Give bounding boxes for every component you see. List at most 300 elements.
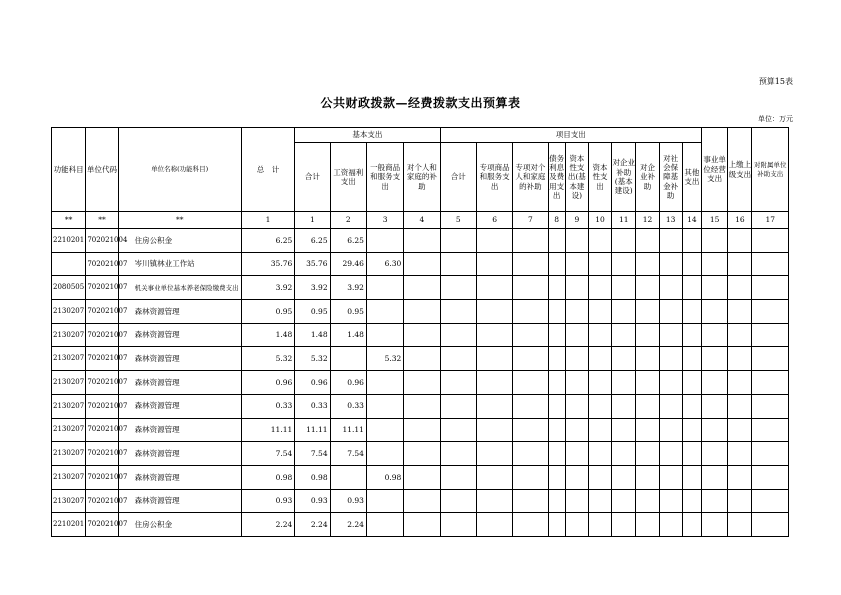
salary-cell: 1.48 (330, 323, 366, 347)
empty-cell (728, 252, 752, 276)
empty-cell (636, 465, 659, 489)
goods-services-cell (366, 371, 403, 395)
empty-cell (476, 252, 512, 276)
basic-subtotal-cell: 0.33 (295, 394, 330, 418)
column-number: 8 (548, 212, 565, 229)
empty-cell (636, 323, 659, 347)
empty-cell (612, 347, 636, 371)
empty-cell (565, 489, 588, 513)
column-number: 15 (702, 212, 728, 229)
basic-subtotal-cell: 7.54 (295, 442, 330, 466)
total-cell: 0.96 (241, 371, 295, 395)
goods-services-cell (366, 394, 403, 418)
empty-cell (702, 300, 728, 324)
column-number: 7 (513, 212, 548, 229)
empty-cell (682, 418, 701, 442)
empty-cell (588, 489, 611, 513)
unit-code-cell: 702021007 (86, 513, 118, 537)
empty-cell (476, 394, 512, 418)
table-row (52, 252, 789, 276)
salary-cell (330, 465, 366, 489)
empty-cell (728, 513, 752, 537)
empty-cell (636, 371, 659, 395)
empty-cell (682, 347, 701, 371)
empty-cell (612, 252, 636, 276)
empty-cell (588, 229, 611, 253)
total-cell: 35.76 (241, 252, 295, 276)
empty-cell (548, 489, 565, 513)
empty-cell (728, 489, 752, 513)
budget-table (51, 127, 789, 537)
unit-name-cell: 森林资源管理 (118, 489, 241, 513)
empty-cell (440, 489, 476, 513)
page-title: 公共财政拨款—经费拨款支出预算表 (320, 96, 521, 110)
goods-services-cell (366, 513, 403, 537)
salary-cell (330, 347, 366, 371)
header-basic-subtotal: 合计 (295, 143, 330, 212)
empty-cell (612, 465, 636, 489)
empty-cell (752, 489, 789, 513)
empty-cell (728, 418, 752, 442)
total-cell: 0.98 (241, 465, 295, 489)
individual-subsidy-cell (404, 442, 440, 466)
empty-cell (612, 489, 636, 513)
unit-name-cell: 森林资源管理 (118, 371, 241, 395)
salary-cell: 0.95 (330, 300, 366, 324)
func-code-cell: 2130207 (52, 418, 86, 442)
column-number: ** (118, 212, 241, 229)
column-number: 1 (295, 212, 330, 229)
empty-cell (612, 323, 636, 347)
form-number: 预算15表 (758, 77, 793, 86)
empty-cell (702, 465, 728, 489)
empty-cell (565, 442, 588, 466)
empty-cell (752, 513, 789, 537)
empty-cell (752, 394, 789, 418)
table-row (52, 465, 789, 489)
empty-cell (659, 513, 682, 537)
empty-cell (440, 347, 476, 371)
empty-cell (440, 300, 476, 324)
empty-cell (659, 465, 682, 489)
func-code-cell: 2130207 (52, 323, 86, 347)
column-number: 12 (636, 212, 659, 229)
empty-cell (513, 252, 548, 276)
basic-subtotal-cell: 5.32 (295, 347, 330, 371)
empty-cell (476, 229, 512, 253)
empty-cell (548, 347, 565, 371)
unit-code-cell: 702021007 (86, 252, 118, 276)
empty-cell (728, 371, 752, 395)
table-row (52, 513, 789, 537)
empty-cell (565, 229, 588, 253)
empty-cell (588, 347, 611, 371)
salary-cell: 6.25 (330, 229, 366, 253)
unit-name-cell: 森林资源管理 (118, 300, 241, 324)
empty-cell (588, 276, 611, 300)
empty-cell (636, 276, 659, 300)
empty-cell (548, 465, 565, 489)
func-code-cell (52, 252, 86, 276)
basic-subtotal-cell: 6.25 (295, 229, 330, 253)
empty-cell (513, 276, 548, 300)
total-cell: 3.92 (241, 276, 295, 300)
empty-cell (476, 465, 512, 489)
empty-cell (728, 229, 752, 253)
func-code-cell: 2130207 (52, 489, 86, 513)
empty-cell (476, 323, 512, 347)
unit-name-cell: 住房公积金 (118, 229, 241, 253)
func-code-cell: 2130207 (52, 465, 86, 489)
empty-cell (588, 300, 611, 324)
goods-services-cell (366, 323, 403, 347)
empty-cell (682, 513, 701, 537)
empty-cell (682, 300, 701, 324)
column-number: 5 (440, 212, 476, 229)
func-code-cell: 2210201 (52, 513, 86, 537)
empty-cell (752, 252, 789, 276)
table-row (52, 418, 789, 442)
basic-subtotal-cell: 0.96 (295, 371, 330, 395)
basic-subtotal-cell: 3.92 (295, 276, 330, 300)
empty-cell (565, 323, 588, 347)
header-individual-subsidy: 对个人和家庭的补助 (404, 143, 440, 212)
total-cell: 2.24 (241, 513, 295, 537)
salary-cell: 0.93 (330, 489, 366, 513)
table-row (52, 276, 789, 300)
header-unit-code: 单位代码 (86, 128, 118, 212)
empty-cell (636, 513, 659, 537)
empty-cell (682, 323, 701, 347)
header-salary-welfare: 工资福利支出 (330, 143, 366, 212)
empty-cell (440, 465, 476, 489)
empty-cell (659, 442, 682, 466)
column-number: 17 (752, 212, 789, 229)
empty-cell (702, 442, 728, 466)
empty-cell (752, 323, 789, 347)
table-row (52, 300, 789, 324)
column-number: 9 (565, 212, 588, 229)
empty-cell (548, 276, 565, 300)
empty-cell (752, 300, 789, 324)
column-number: 4 (404, 212, 440, 229)
total-cell: 11.11 (241, 418, 295, 442)
unit-name-cell: 森林资源管理 (118, 394, 241, 418)
individual-subsidy-cell (404, 347, 440, 371)
empty-cell (702, 252, 728, 276)
unit-label: 单位：万元 (758, 115, 793, 123)
salary-cell: 11.11 (330, 418, 366, 442)
empty-cell (548, 300, 565, 324)
empty-cell (476, 513, 512, 537)
empty-cell (659, 371, 682, 395)
empty-cell (565, 394, 588, 418)
empty-cell (588, 371, 611, 395)
total-cell: 0.93 (241, 489, 295, 513)
empty-cell (636, 252, 659, 276)
empty-cell (702, 323, 728, 347)
empty-cell (476, 418, 512, 442)
unit-name-cell: 森林资源管理 (118, 323, 241, 347)
empty-cell (565, 252, 588, 276)
total-cell: 1.48 (241, 323, 295, 347)
empty-cell (612, 371, 636, 395)
empty-cell (565, 300, 588, 324)
empty-cell (612, 394, 636, 418)
empty-cell (588, 252, 611, 276)
individual-subsidy-cell (404, 418, 440, 442)
empty-cell (440, 394, 476, 418)
empty-cell (659, 276, 682, 300)
unit-code-cell: 702021007 (86, 489, 118, 513)
basic-subtotal-cell: 2.24 (295, 513, 330, 537)
empty-cell (513, 394, 548, 418)
empty-cell (612, 276, 636, 300)
table-row (52, 347, 789, 371)
empty-cell (636, 418, 659, 442)
header-enterprise-infra: 对企业补助(基本建设) (612, 143, 636, 212)
header-other: 其他支出 (682, 143, 701, 212)
unit-code-cell: 702021007 (86, 394, 118, 418)
empty-cell (659, 252, 682, 276)
individual-subsidy-cell (404, 229, 440, 253)
empty-cell (513, 229, 548, 253)
header-func-code: 功能科目 (52, 128, 86, 212)
empty-cell (440, 276, 476, 300)
unit-name-cell: 森林资源管理 (118, 465, 241, 489)
empty-cell (565, 371, 588, 395)
basic-subtotal-cell: 0.98 (295, 465, 330, 489)
salary-cell: 29.46 (330, 252, 366, 276)
empty-cell (588, 323, 611, 347)
unit-code-cell: 702021004 (86, 229, 118, 253)
goods-services-cell (366, 489, 403, 513)
empty-cell (440, 371, 476, 395)
goods-services-cell: 6.30 (366, 252, 403, 276)
unit-code-cell: 702021007 (86, 371, 118, 395)
individual-subsidy-cell (404, 371, 440, 395)
empty-cell (702, 229, 728, 253)
empty-cell (548, 371, 565, 395)
empty-cell (728, 465, 752, 489)
basic-subtotal-cell: 11.11 (295, 418, 330, 442)
empty-cell (588, 513, 611, 537)
unit-code-cell: 702021007 (86, 276, 118, 300)
empty-cell (752, 465, 789, 489)
func-code-cell: 2130207 (52, 371, 86, 395)
column-number: 10 (588, 212, 611, 229)
empty-cell (548, 252, 565, 276)
header-subordinate-subsidy: 对附属单位补助支出 (752, 128, 789, 212)
empty-cell (440, 252, 476, 276)
unit-code-cell: 702021007 (86, 442, 118, 466)
unit-name-cell: 森林资源管理 (118, 418, 241, 442)
header-capital: 资本性支出 (588, 143, 611, 212)
column-number: ** (52, 212, 86, 229)
empty-cell (513, 442, 548, 466)
total-cell: 5.32 (241, 347, 295, 371)
individual-subsidy-cell (404, 394, 440, 418)
unit-code-cell: 702021007 (86, 418, 118, 442)
empty-cell (476, 347, 512, 371)
empty-cell (513, 489, 548, 513)
func-code-cell: 2130207 (52, 394, 86, 418)
empty-cell (636, 442, 659, 466)
salary-cell: 0.96 (330, 371, 366, 395)
total-cell: 0.33 (241, 394, 295, 418)
empty-cell (440, 418, 476, 442)
individual-subsidy-cell (404, 513, 440, 537)
unit-name-cell: 岑川镇林业工作站 (118, 252, 241, 276)
table-row (52, 442, 789, 466)
header-special-goods: 专项商品和服务支出 (476, 143, 512, 212)
header-social-security: 对社会保障基金补助 (659, 143, 682, 212)
individual-subsidy-cell (404, 252, 440, 276)
empty-cell (659, 489, 682, 513)
empty-cell (612, 442, 636, 466)
empty-cell (659, 394, 682, 418)
column-number: ** (86, 212, 118, 229)
column-number: 13 (659, 212, 682, 229)
func-code-cell: 2130207 (52, 347, 86, 371)
empty-cell (682, 276, 701, 300)
table-row (52, 371, 789, 395)
empty-cell (476, 489, 512, 513)
empty-cell (476, 442, 512, 466)
empty-cell (513, 323, 548, 347)
empty-cell (612, 229, 636, 253)
empty-cell (682, 252, 701, 276)
column-number: 2 (330, 212, 366, 229)
empty-cell (682, 442, 701, 466)
empty-cell (548, 513, 565, 537)
empty-cell (752, 229, 789, 253)
empty-cell (588, 465, 611, 489)
header-total: 总 计 (241, 128, 295, 212)
empty-cell (612, 418, 636, 442)
basic-subtotal-cell: 0.93 (295, 489, 330, 513)
empty-cell (682, 394, 701, 418)
unit-code-cell: 702021007 (86, 465, 118, 489)
empty-cell (548, 418, 565, 442)
individual-subsidy-cell (404, 465, 440, 489)
empty-cell (588, 442, 611, 466)
header-unit-name: 单位名称(功能科目) (118, 128, 241, 212)
header-goods-services: 一般商品和服务支出 (366, 143, 403, 212)
empty-cell (659, 300, 682, 324)
empty-cell (548, 394, 565, 418)
empty-cell (513, 513, 548, 537)
total-cell: 7.54 (241, 442, 295, 466)
empty-cell (565, 465, 588, 489)
empty-cell (565, 276, 588, 300)
unit-name-cell: 森林资源管理 (118, 442, 241, 466)
empty-cell (548, 229, 565, 253)
empty-cell (702, 394, 728, 418)
func-code-cell: 2130207 (52, 300, 86, 324)
empty-cell (702, 418, 728, 442)
empty-cell (440, 323, 476, 347)
empty-cell (728, 276, 752, 300)
empty-cell (702, 513, 728, 537)
empty-cell (612, 513, 636, 537)
unit-code-cell: 702021007 (86, 323, 118, 347)
empty-cell (513, 300, 548, 324)
goods-services-cell (366, 276, 403, 300)
empty-cell (548, 442, 565, 466)
goods-services-cell: 5.32 (366, 347, 403, 371)
empty-cell (513, 465, 548, 489)
empty-cell (659, 229, 682, 253)
goods-services-cell: 0.98 (366, 465, 403, 489)
empty-cell (440, 442, 476, 466)
table-row (52, 323, 789, 347)
empty-cell (659, 323, 682, 347)
unit-code-cell: 702021007 (86, 300, 118, 324)
goods-services-cell (366, 300, 403, 324)
empty-cell (565, 513, 588, 537)
header-debt-interest: 债务利息及费用支出 (548, 143, 565, 212)
empty-cell (476, 371, 512, 395)
empty-cell (682, 465, 701, 489)
header-project-group: 项目支出 (440, 128, 701, 143)
empty-cell (440, 229, 476, 253)
empty-cell (548, 323, 565, 347)
total-cell: 6.25 (241, 229, 295, 253)
header-basic-group: 基本支出 (295, 128, 440, 143)
header-capital-infra: 资本性支出(基本建设) (565, 143, 588, 212)
empty-cell (728, 300, 752, 324)
empty-cell (752, 371, 789, 395)
func-code-cell: 2080505 (52, 276, 86, 300)
empty-cell (702, 276, 728, 300)
table-row (52, 229, 789, 253)
empty-cell (728, 323, 752, 347)
unit-name-cell: 森林资源管理 (118, 347, 241, 371)
header-upper-remit: 上缴上级支出 (728, 128, 752, 212)
basic-subtotal-cell: 1.48 (295, 323, 330, 347)
empty-cell (636, 300, 659, 324)
empty-cell (682, 489, 701, 513)
individual-subsidy-cell (404, 300, 440, 324)
header-enterprise-subsidy: 对企业补助 (636, 143, 659, 212)
empty-cell (476, 300, 512, 324)
empty-cell (612, 300, 636, 324)
goods-services-cell (366, 229, 403, 253)
unit-name-cell: 机关事业单位基本养老保险缴费支出 (118, 276, 241, 300)
empty-cell (476, 276, 512, 300)
salary-cell: 2.24 (330, 513, 366, 537)
individual-subsidy-cell (404, 323, 440, 347)
empty-cell (682, 229, 701, 253)
empty-cell (636, 394, 659, 418)
empty-cell (752, 442, 789, 466)
func-code-cell: 2210201 (52, 229, 86, 253)
header-operating: 事业单位经营支出 (702, 128, 728, 212)
empty-cell (728, 442, 752, 466)
column-number: 1 (241, 212, 295, 229)
column-number: 6 (476, 212, 512, 229)
salary-cell: 3.92 (330, 276, 366, 300)
column-number: 11 (612, 212, 636, 229)
individual-subsidy-cell (404, 276, 440, 300)
empty-cell (752, 418, 789, 442)
table-row (52, 489, 789, 513)
empty-cell (752, 276, 789, 300)
empty-cell (702, 489, 728, 513)
salary-cell: 0.33 (330, 394, 366, 418)
empty-cell (702, 371, 728, 395)
